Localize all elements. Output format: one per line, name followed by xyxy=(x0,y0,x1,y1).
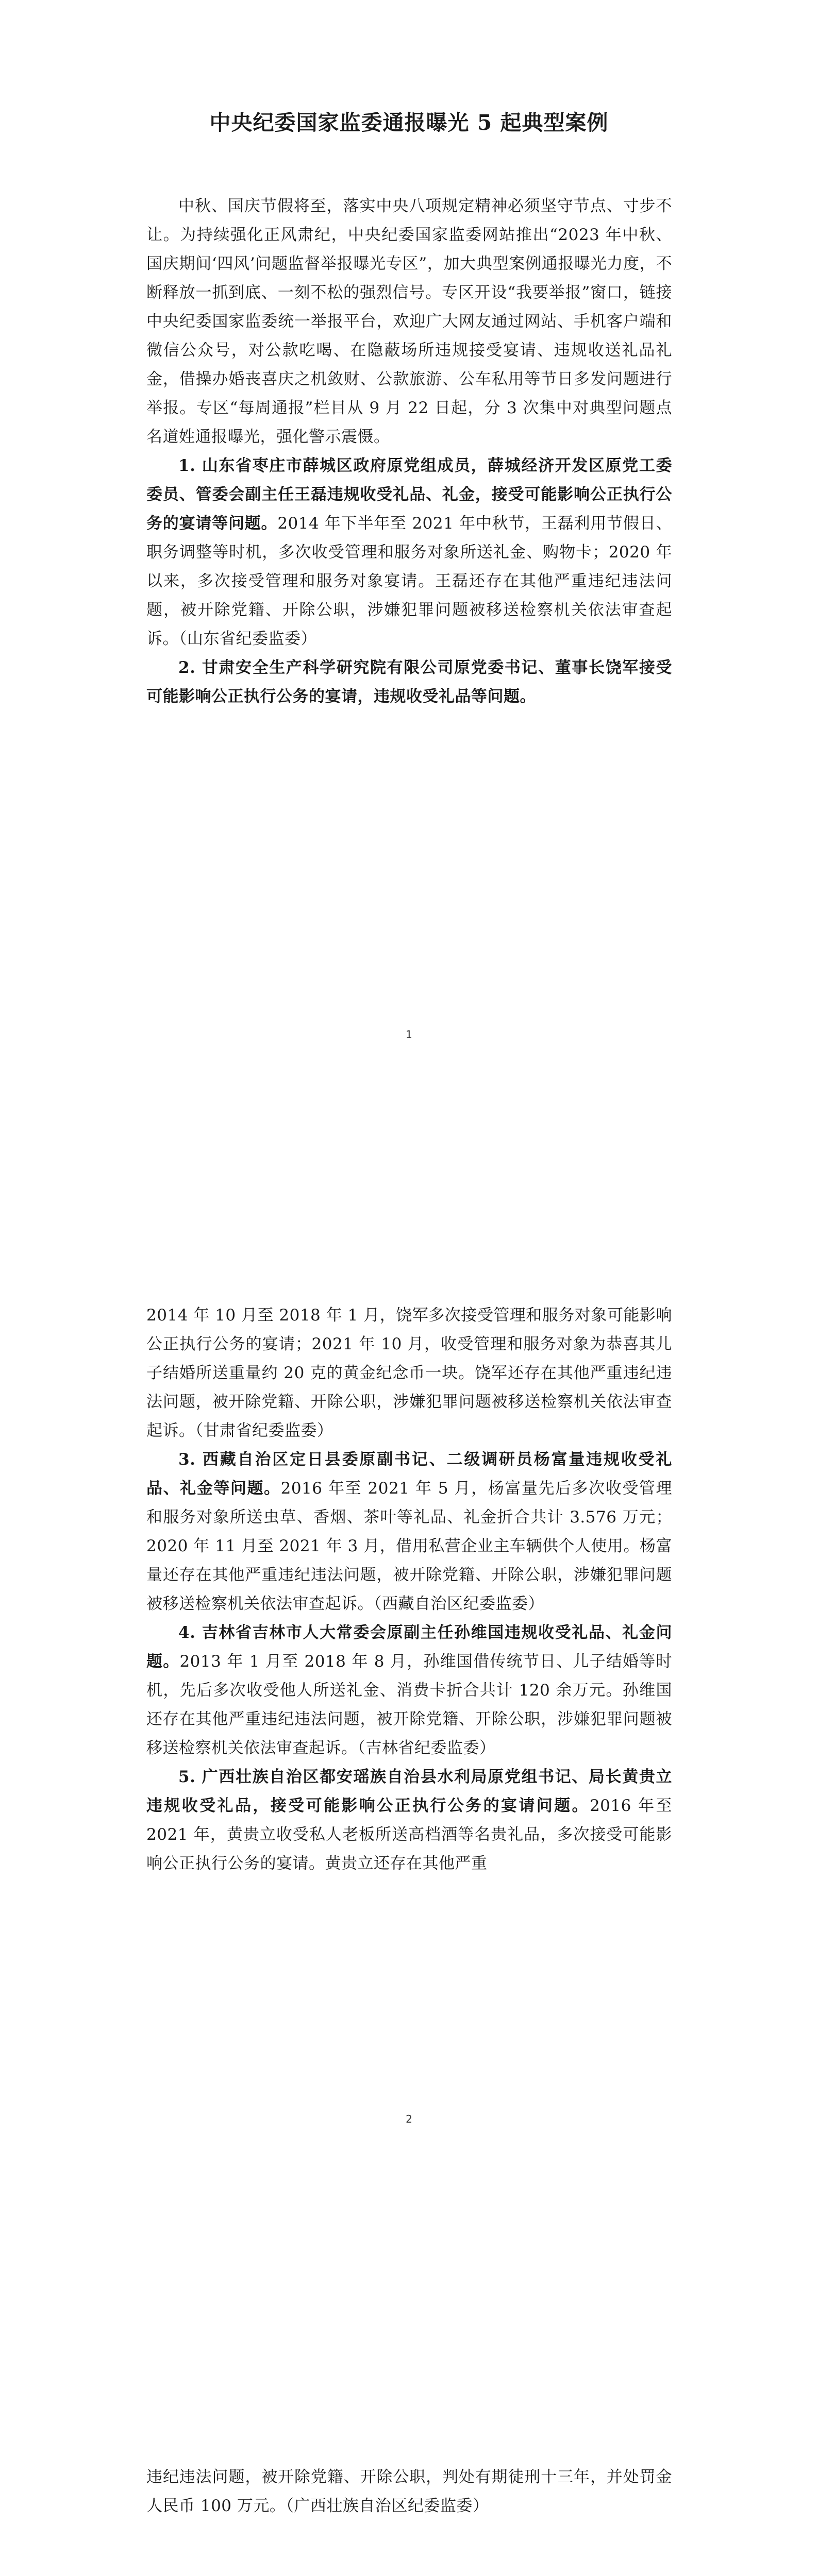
document-page-1 xyxy=(0,0,818,1157)
case-2-body: 2014 年 10 月至 2018 年 1 月，饶军多次接受管理和服务对象可能影响公正执行公务的宴请；2021 年 10 月，收受管理和服务对象为恭喜其儿子结婚所送重量约 20 克的黄金纪念币一块。饶军还存在其他严重违纪违法问题，被开除党籍、开除公职，涉嫌犯罪问题被移送检察机关依法审查起诉。（甘肃省纪委监委） xyxy=(146,1306,672,1440)
case-3-paragraph xyxy=(146,1445,672,1618)
case-5-paragraph xyxy=(146,1762,672,1878)
document-page-2 xyxy=(0,1157,818,2313)
page-number-1: 1 xyxy=(406,1028,412,1041)
document-page-3 xyxy=(0,2313,818,2576)
page-3-body xyxy=(146,2463,672,2520)
page-2-body xyxy=(146,1301,672,1878)
case-2-paragraph xyxy=(146,653,672,711)
case-5-body-part2: 违纪违法问题，被开除党籍、开除公职，判处有期徒刑十三年，并处罚金人民币 100 万元。（广西壮族自治区纪委监委） xyxy=(146,2468,672,2515)
document-title: 中央纪委国家监委通报曝光 5 起典型案例 xyxy=(209,110,609,135)
case-3-body: 2016 年至 2021 年 5 月，杨富量先后多次收受管理和服务对象所送虫草、香烟、茶叶等礼品、礼金折合共计 3.576 万元；2020 年 11 月至 2021 年 3 月，借用私营企业主车辆供个人使用。杨富量还存在其他严重违纪违法问题，被开除党籍、开除公职，涉嫌犯罪问题被移送检察机关依法审查起诉。（西藏自治区纪委监委） xyxy=(146,1479,673,1613)
case-4-paragraph xyxy=(146,1618,672,1762)
case-5-body-part1: 2016 年至 2021 年，黄贵立收受私人老板所送高档酒等名贵礼品，多次接受可能影响公正执行公务的宴请。黄贵立还存在其他严重 xyxy=(146,1797,672,1873)
case-5-heading: 5. 广西壮族自治区都安瑶族自治县水利局原党组书记、局长黄贵立违规收受礼品，接受可能影响公正执行公务的宴请问题。 xyxy=(146,1768,672,1815)
case-1-body: 2014 年下半年至 2021 年中秋节，王磊利用节假日、职务调整等时机，多次收受管理和服务对象所送礼金、购物卡；2020 年以来，多次接受管理和服务对象宴请。王磊还存在其他严重违纪违法问题，被开除党籍、开除公职，涉嫌犯罪问题被移送检察机关依法审查起诉。（山东省纪委监委） xyxy=(146,514,672,648)
case-4-heading: 4. 吉林省吉林市人大常委会原副主任孙维国违规收受礼品、礼金问题。 xyxy=(146,1623,672,1671)
case-1-paragraph xyxy=(146,451,672,653)
intro-paragraph: 中秋、国庆节假将至，落实中央八项规定精神必须坚守节点、寸步不让。为持续强化正风肃纪，中央纪委国家监委网站推出“2023 年中秋、国庆期间‘四风’问题监督举报曝光专区”，加大典型案例通报曝光力度，不断释放一抓到底、一刻不松的强烈信号。专区开设“我要举报”窗口，链接中央纪委国家监委统一举报平台，欢迎广大网友通过网站、手机客户端和微信公众号，对公款吃喝、在隐蔽场所违规接受宴请、违规收送礼品礼金，借操办婚丧喜庆之机敛财、公款旅游、公车私用等节日多发问题进行举报。专区“每周通报”栏目从 9 月 22 日起，分 3 次集中对典型问题点名道姓通报曝光，强化警示震慑。 xyxy=(146,197,672,446)
case-2-heading: 2. 甘肃安全生产科学研究院有限公司原党委书记、董事长饶军接受可能影响公正执行公务的宴请，违规收受礼品等问题。 xyxy=(146,658,672,706)
case-4-body: 2013 年 1 月至 2018 年 8 月，孙维国借传统节日、儿子结婚等时机，先后多次收受他人所送礼金、消费卡折合共计 120 余万元。孙维国还存在其他严重违纪违法问题，被开除党籍、开除公职，涉嫌犯罪问题被移送检察机关依法审查起诉。（吉林省纪委监委） xyxy=(146,1652,672,1757)
page-number-2: 2 xyxy=(406,2113,412,2125)
page-1-body xyxy=(146,192,672,711)
case-1-heading: 1. 山东省枣庄市薛城区政府原党组成员，薛城经济开发区原党工委委员、管委会副主任王磊违规收受礼品、礼金，接受可能影响公正执行公务的宴请等问题。 xyxy=(146,456,672,533)
case-3-heading: 3. 西藏自治区定日县委原副书记、二级调研员杨富量违规收受礼品、礼金等问题。 xyxy=(146,1450,672,1498)
